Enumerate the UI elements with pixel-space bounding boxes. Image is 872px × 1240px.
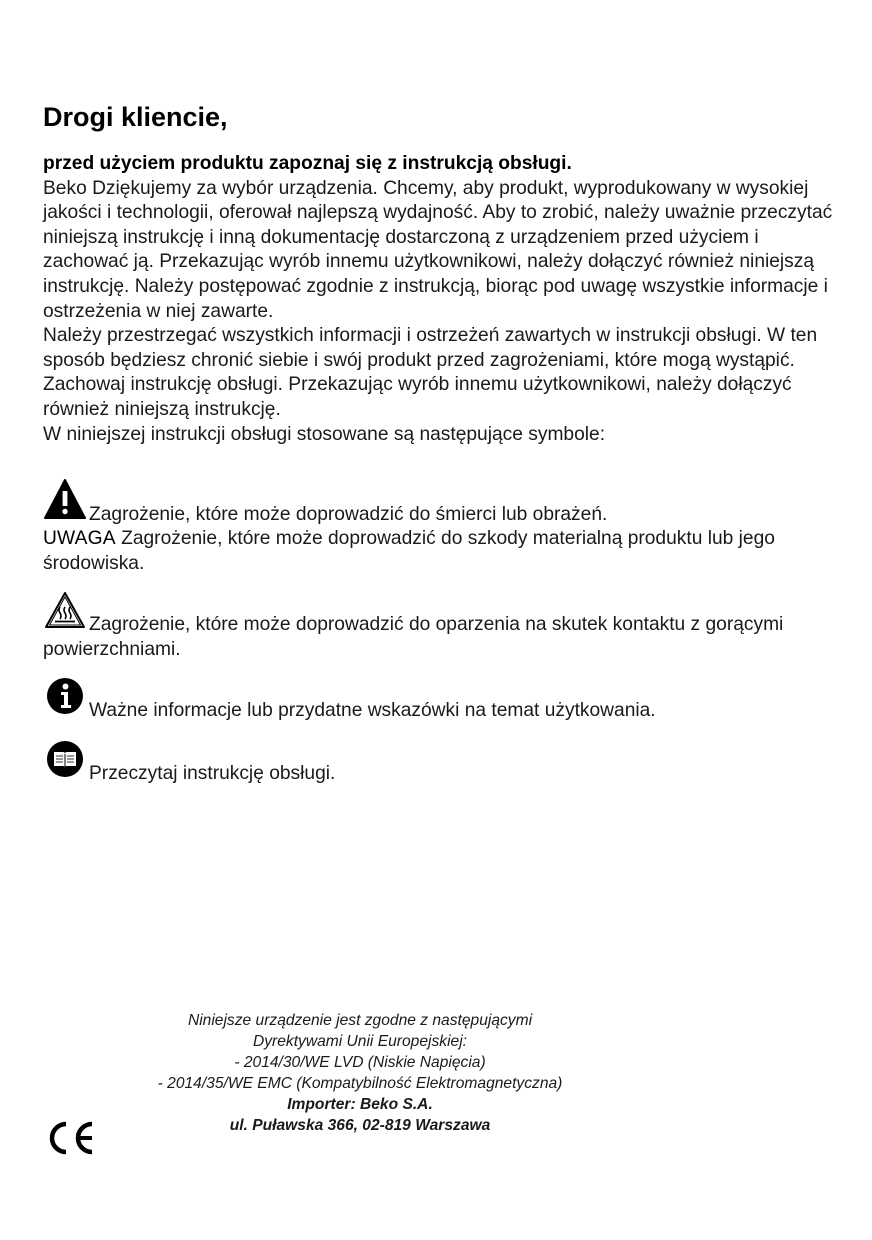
- paragraph-intro: Beko Dziękujemy za wybór urządzenia. Chcemy, aby produkt, wyprodukowany w wysokiej jakości i technologii, oferował najlepszą wydajność. Aby to zrobić, należy uważnie przeczytać niniejszą instrukcję i inną dokumentację dostarczoną z urządzeniem przed użyciem i zachować ją. Przekazując wyrób innemu użytkownikowi, należy dołączyć również niniejszą instrukcję. Należy postępować zgodnie z instrukcją, biorąc pod uwagę wszystkie informacje i ostrzeżenia w niej zawarte.: [43, 177, 833, 322]
- symbol-info-text: Ważne informacje lub przydatne wskazówki na temat użytkowania.: [89, 700, 656, 721]
- symbol-uwaga-text: Zagrożenie, które może doprowadzić do szkody materialną produktu lub jego środowiska.: [43, 528, 775, 574]
- paragraph-warnings: Należy przestrzegać wszystkich informacji i ostrzeżeń zawartych w instrukcji obsługi. W ten sposób będziesz chronić siebie i swój produkt przed zagrożeniami, które mogą wystąpić.: [43, 325, 818, 371]
- footer-line-2: Dyrektywami Unii Europejskiej:: [252, 1033, 468, 1050]
- symbol-info-row: [43, 676, 843, 723]
- symbol-hot-row: [43, 590, 843, 662]
- symbol-danger-text: Zagrożenie, które może doprowadzić do śmierci lub obrażeń.: [89, 504, 608, 525]
- page-title: Drogi kliencie,: [43, 102, 228, 132]
- info-icon: [43, 676, 87, 723]
- paragraph-symbols-intro: W niniejszej instrukcji obsługi stosowane są następujące symbole:: [43, 423, 606, 445]
- footer-line-1: Niniejsze urządzenie jest zgodne z następującymi: [187, 1012, 533, 1029]
- symbol-book-row: [43, 739, 843, 786]
- ce-mark-icon: [42, 1118, 98, 1158]
- importer-line: Importer: Beko S.A.: [287, 1096, 433, 1113]
- symbols-list: [43, 478, 843, 786]
- symbol-danger-row: [43, 478, 843, 526]
- intro-block: [43, 152, 843, 447]
- symbol-uwaga-row: [43, 526, 843, 576]
- symbol-hot-text: Zagrożenie, które może doprowadzić do oparzenia na skutek kontaktu z gorącymi powierzchniami.: [43, 614, 784, 660]
- subheading: przed użyciem produktu zapoznaj się z instrukcją obsługi.: [43, 153, 572, 174]
- address-line: ul. Puławska 366, 02-819 Warszawa: [229, 1117, 491, 1134]
- footer-line-4: - 2014/35/WE EMC (Kompatybilność Elektromagnetyczna): [157, 1075, 563, 1092]
- hot-surface-icon: [43, 590, 87, 637]
- uwaga-label: UWAGA: [43, 528, 116, 549]
- book-icon: [43, 739, 87, 786]
- warning-triangle-icon: [43, 478, 87, 527]
- paragraph-keep-manual: Zachowaj instrukcję obsługi. Przekazując wyrób innemu użytkownikowi, należy dołączyć również niniejszą instrukcję.: [43, 374, 792, 420]
- compliance-footer: [120, 1010, 600, 1136]
- footer-line-3: - 2014/30/WE LVD (Niskie Napięcia): [234, 1054, 486, 1071]
- symbol-book-text: Przeczytaj instrukcję obsługi.: [89, 763, 336, 784]
